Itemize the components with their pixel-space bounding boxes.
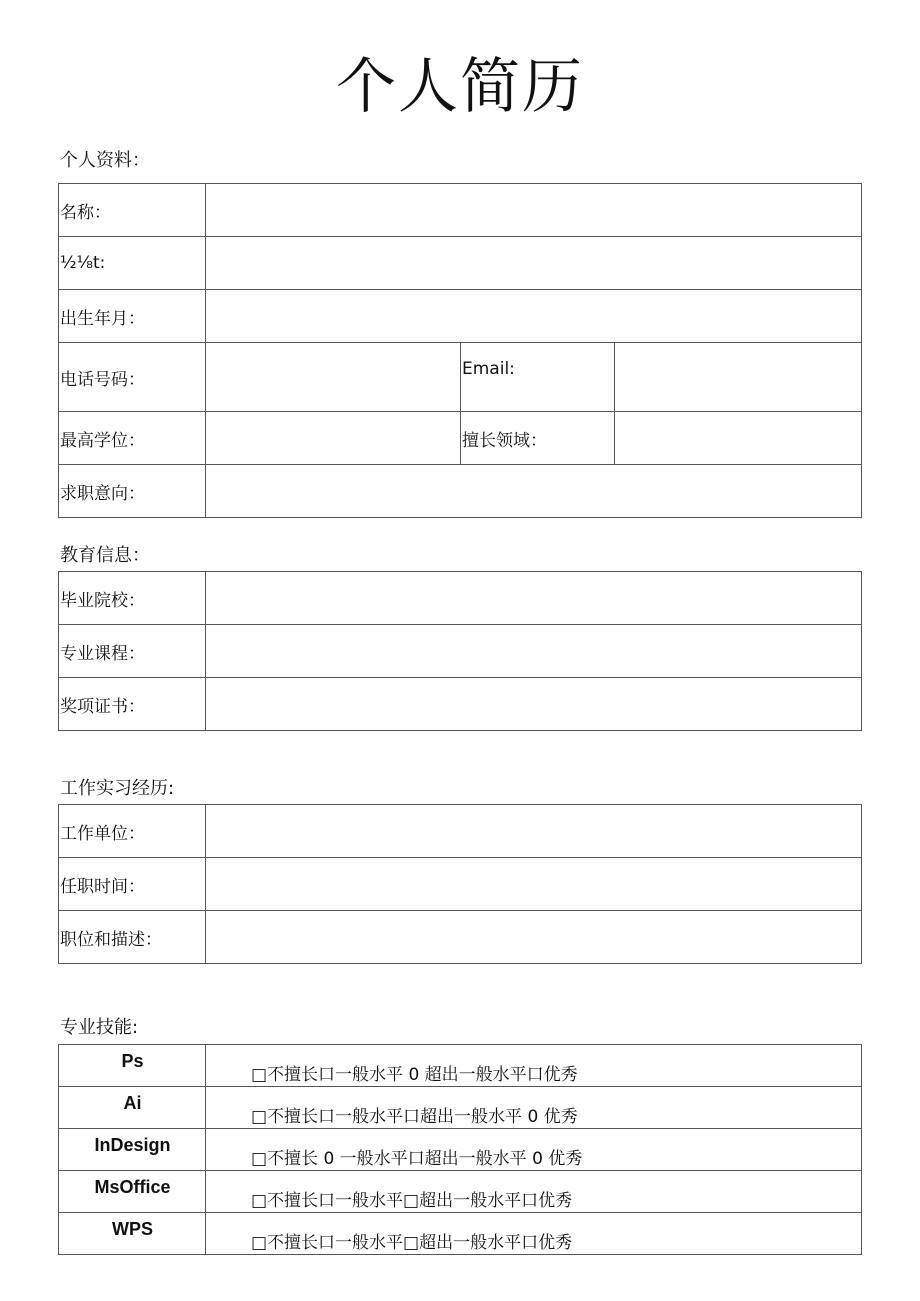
skill-options[interactable]: □不擅长口一般水平口超出一般水平 0 优秀: [206, 1087, 862, 1129]
section-heading-work: 工作实习经历:: [60, 778, 175, 799]
skill-options[interactable]: □不擅长 0 一般水平口超出一般水平 0 优秀: [206, 1129, 862, 1171]
table-row: [59, 625, 862, 678]
education-table: [58, 571, 862, 731]
objective-field[interactable]: [206, 465, 862, 518]
skill-name: MsOffice: [59, 1171, 206, 1213]
table-row: [59, 184, 862, 237]
skill-name: Ai: [59, 1087, 206, 1129]
name-field[interactable]: [206, 184, 862, 237]
email-field[interactable]: [615, 343, 862, 412]
gender-field[interactable]: [206, 237, 862, 290]
table-row: [59, 343, 862, 412]
tenure-label: 任职时间：: [59, 858, 206, 911]
skill-name: Ps: [59, 1045, 206, 1087]
table-row: [59, 1129, 862, 1171]
table-row: [59, 572, 862, 625]
specialty-field[interactable]: [615, 412, 862, 465]
section-heading-skills: 专业技能:: [60, 1017, 139, 1038]
school-field[interactable]: [206, 572, 862, 625]
table-row: [59, 1045, 862, 1087]
email-label: Email:: [461, 343, 615, 412]
table-row: [59, 1171, 862, 1213]
position-field[interactable]: [206, 911, 862, 964]
employer-field[interactable]: [206, 805, 862, 858]
table-row: [59, 911, 862, 964]
table-row: [59, 858, 862, 911]
work-table: [58, 804, 862, 964]
section-heading-education: 教育信息：: [60, 545, 150, 566]
phone-field[interactable]: [206, 343, 461, 412]
page-title: 个人简历: [336, 52, 584, 122]
courses-label: 专业课程：: [59, 625, 206, 678]
name-label: 名称：: [59, 184, 206, 237]
birth-field[interactable]: [206, 290, 862, 343]
tenure-field[interactable]: [206, 858, 862, 911]
school-label: 毕业院校：: [59, 572, 206, 625]
objective-label: 求职意向：: [59, 465, 206, 518]
table-row: [59, 290, 862, 343]
gender-label: ½⅛t:: [59, 237, 206, 290]
table-row: [59, 1213, 862, 1255]
skill-name: WPS: [59, 1213, 206, 1255]
employer-label: 工作单位：: [59, 805, 206, 858]
table-row: [59, 1087, 862, 1129]
section-heading-personal: 个人资料：: [60, 150, 150, 171]
degree-label: 最高学位：: [59, 412, 206, 465]
skill-options[interactable]: □不擅长口一般水平□超出一般水平口优秀: [206, 1171, 862, 1213]
table-row: [59, 678, 862, 731]
awards-label: 奖项证书：: [59, 678, 206, 731]
awards-field[interactable]: [206, 678, 862, 731]
table-row: [59, 237, 862, 290]
table-row: [59, 465, 862, 518]
birth-label: 出生年月：: [59, 290, 206, 343]
personal-info-table: [58, 183, 862, 518]
skills-table: [58, 1044, 862, 1255]
specialty-label: 擅长领域：: [461, 412, 615, 465]
skill-name: InDesign: [59, 1129, 206, 1171]
position-label: 职位和描述：: [59, 911, 206, 964]
table-row: [59, 805, 862, 858]
phone-label: 电话号码：: [59, 343, 206, 412]
table-row: [59, 412, 862, 465]
courses-field[interactable]: [206, 625, 862, 678]
degree-field[interactable]: [206, 412, 461, 465]
skill-options[interactable]: □不擅长口一般水平□超出一般水平口优秀: [206, 1213, 862, 1255]
skill-options[interactable]: □不擅长口一般水平 0 超出一般水平口优秀: [206, 1045, 862, 1087]
